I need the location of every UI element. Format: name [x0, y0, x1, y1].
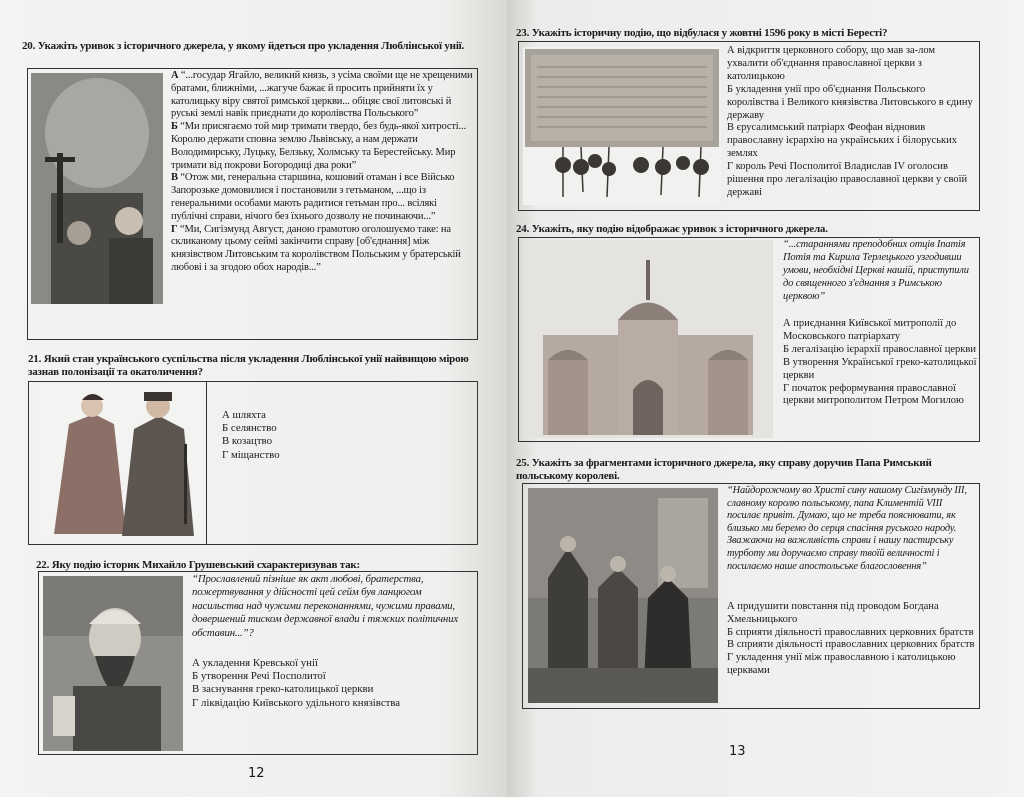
question-21-prompt: 21. Який стан українського суспільства після укладення Люблінської унії найвищою мірою зазнав полонізації та окатоличення?	[28, 353, 469, 378]
option-c: В утворення Української греко-католицької церкви	[783, 356, 977, 381]
option-b: Б селянство	[222, 422, 277, 435]
question-25-prompt: 25. Укажіть за фрагментами історичного джерела, яку справу доручив Папа Римський польському королеві.	[516, 457, 932, 482]
question-20-portrait-image	[31, 73, 163, 304]
question-21-options	[222, 409, 422, 462]
question-21-options-box	[206, 381, 478, 545]
option-b-text: “Ми присягаємо той мир тримати твердо, без будь-якої хитрості... Королю держати сповна землю Львівську, а нам держати Володимирську, Луцьку, Белзьку, Холмську та Берестейську. Мир тримати від покрови Богородиці два роки”	[171, 121, 466, 171]
question-23-document-image	[523, 47, 721, 205]
question-22-prompt: 22. Яку подію історик Михайло Грушевський схарактеризував так:	[36, 559, 360, 571]
question-23-options	[727, 45, 977, 200]
option-c: В сприяти діяльності православних церковних братств	[727, 639, 975, 651]
left-page	[0, 0, 507, 797]
option-a: А укладення Кревської унії	[192, 657, 318, 669]
option-c: В єрусалимський патріарх Феофан відновив православну ієрархію на українських і білоруських землях	[727, 122, 957, 160]
option-a-text: “...государ Ягайло, великий князь, з усіма своїми ще не хрещеними братами, ближніми, ...жагуче бажає й просить прийняти їх у католицьку віру святої римської церкви... обіцяє свої литовські й руські землі навік приєднати до королівства Польського”	[171, 70, 473, 120]
option-a: А приєднання Київської митрополії до Московського патріархату	[783, 318, 957, 342]
option-c-label: В	[171, 172, 178, 184]
option-b: Б утворення Речі Посполитої	[192, 670, 326, 683]
option-a: А придушити повстання під проводом Богдана Хмельницького	[727, 601, 939, 625]
question-20-options	[171, 70, 473, 275]
option-b: Б легалізацію ієрархії православної церкви	[783, 343, 976, 355]
option-a-label: А	[171, 70, 179, 81]
question-24-quote: “...стараннями преподобних отців Іпатія Потія та Кирила Терлецького узгодивши умови, необхідні Церкві нашій, приступили до священного з'єднання з Римською церквою”	[783, 239, 969, 302]
option-c: В заснування греко-католицької церкви	[192, 683, 374, 696]
question-24-cathedral-image	[523, 240, 773, 438]
option-d: Г укладення унії між православною і католицькою церквами	[727, 652, 956, 676]
option-d-label: Г	[171, 223, 178, 235]
option-a: А шляхта	[222, 409, 266, 421]
option-d-text: “Ми, Сигізмунд Август, даною грамотою оголошуємо таке: на скликаному цьому сеймі закінчити справу [об'єднання] між князівством Литовським та королівством Польським у братерській любові і за згодою обох народів...”	[171, 223, 461, 273]
question-25-quote: “Найдорожчому во Христі сину нашому Сигізмунду III, славному королю польському, папа Климентій VIII посилає привіт. Думаю, що не треба пояснювати, як близько ми беремо до серця спасіння руського народу. Зважаючи на важливість справи і нашу пастирську турботу ми доручаємо справу твоїй величності і посилаємо наше апостольське благословення”	[727, 485, 967, 572]
option-d: Г початок реформування православної церкви митрополитом Петром Могилою	[783, 382, 964, 407]
option-d: Г ліквідацію Київського удільного князівства	[192, 696, 401, 709]
question-25-painting-image	[528, 488, 718, 703]
option-a: А відкриття церковного собору, що мав за-лом ухвалити об'єднання православної церкви з католицькою	[727, 45, 936, 82]
page-number-right: 13	[729, 744, 746, 759]
question-22-quote: “Прославлений пізніше як акт любові, братерства, пожертвування у дійсності цей сейм був ланцюгом насильства над чужими переконаннями, чужими правами, довершений тиском державної влади і тяжких політичних обставин...”?	[192, 573, 458, 639]
question-25-options	[727, 601, 975, 678]
page-number-left: 12	[248, 766, 265, 781]
option-c-text: “Отож ми, генеральна старшина, кошовий отаман і все Військо Запорозьке домовилися і постановили з гетьманом, ...що із генеральними особами мають радитися гетьман про... всілякі публічні справи, нічого без їхнього дозволу не починаючи...”	[171, 172, 455, 222]
question-20-prompt: 20. Укажіть уривок з історичного джерела, у якому йдеться про укладення Люблінської унії.	[22, 40, 465, 52]
option-d: Г міщанство	[222, 448, 280, 461]
option-b: Б укладення унії про об'єднання Польського королівства і Великого князівства Литовського в єдину державу	[727, 83, 973, 121]
question-22-hrushevsky-portrait	[43, 576, 183, 751]
option-d: Г король Речі Посполитої Владислав IV оголосив рішення про легалізацію православної церкви у своїй державі	[727, 161, 968, 198]
option-b-label: Б	[171, 121, 178, 133]
right-page	[507, 0, 1024, 797]
question-24-options	[783, 318, 977, 408]
question-23-prompt: 23. Укажіть історичну подію, що відбулася у жовтні 1596 року в місті Бересті?	[516, 27, 888, 39]
option-b: Б сприяти діяльності православних церковних братств	[727, 626, 974, 638]
option-c: В козацтво	[222, 435, 272, 448]
question-21-costume-image	[34, 384, 202, 542]
question-22-options	[192, 657, 474, 710]
question-24-prompt: 24. Укажіть, яку подію відображає уривок з історичного джерела.	[516, 223, 828, 235]
